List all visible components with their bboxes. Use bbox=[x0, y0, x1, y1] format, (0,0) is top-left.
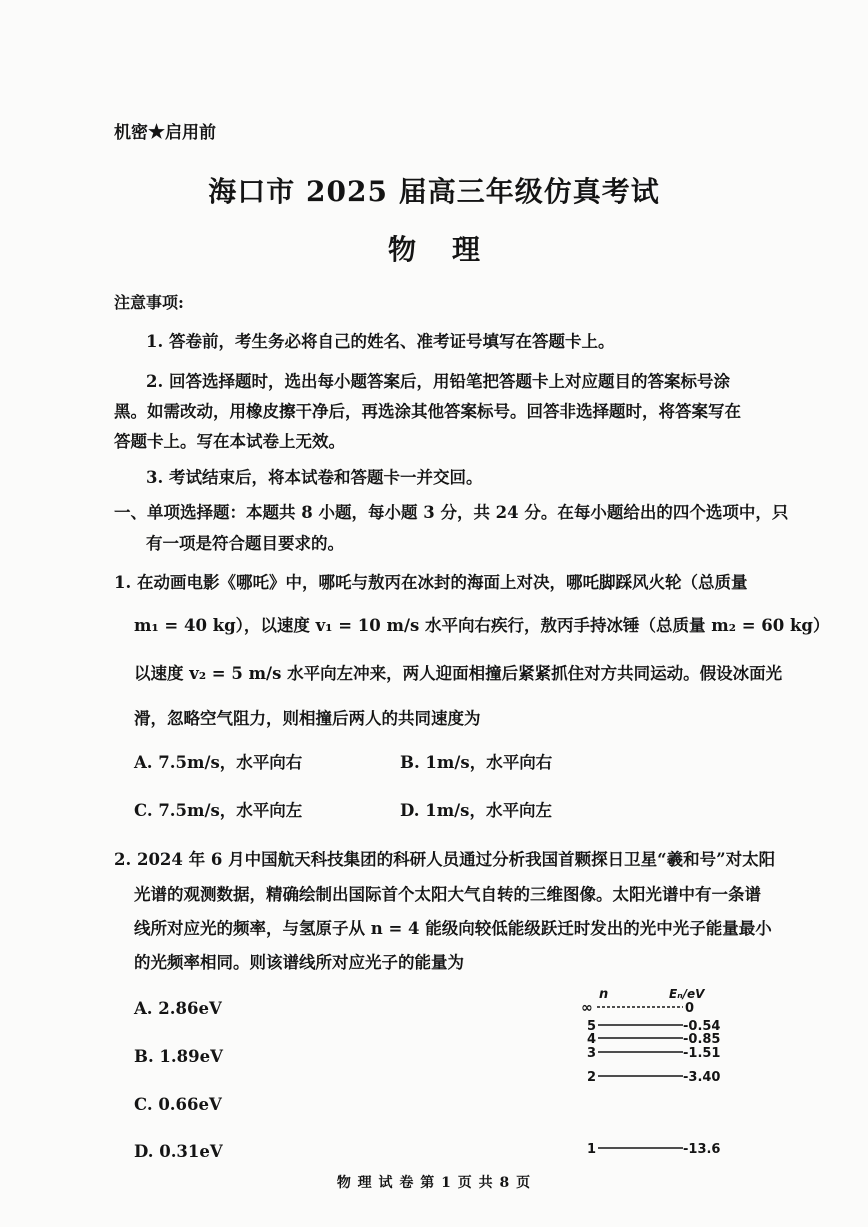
question-1-option-c: C. 7.5m/s，水平向左 bbox=[134, 801, 303, 820]
question-2-line-2: 光谱的观测数据，精确绘制出国际首个太阳大气自转的三维图像。太阳光谱中有一条谱 bbox=[134, 885, 761, 904]
notice-item-2-line-3: 答题卡上。写在本试卷上无效。 bbox=[114, 432, 345, 451]
diagram-energy-label: Eₙ/eV bbox=[669, 987, 705, 1001]
question-2-option-b: B. 1.89eV bbox=[134, 1047, 223, 1066]
confidential-suffix: 启用前 bbox=[165, 123, 217, 143]
notice-item-2-line-2: 黑。如需改动，用橡皮擦干净后，再选涂其他答案标号。回答非选择题时，将答案写在 bbox=[114, 402, 741, 421]
star-icon: ★ bbox=[148, 121, 166, 143]
level-4-n: 4 bbox=[587, 1032, 597, 1047]
confidential-text: 机密 bbox=[114, 123, 148, 143]
energy-level-diagram bbox=[565, 982, 735, 1162]
level-4-e: -0.85 bbox=[683, 1032, 721, 1047]
question-2-option-d: D. 0.31eV bbox=[134, 1142, 223, 1161]
subject-title bbox=[0, 228, 868, 268]
level-2-n: 2 bbox=[587, 1070, 597, 1085]
section-1-heading: 一、单项选择题：本题共 8 小题，每小题 3 分，共 24 分。在每小题给出的四个选项中，只 bbox=[114, 503, 789, 522]
level-inf-e: 0 bbox=[685, 1001, 695, 1016]
question-1-option-a: A. 7.5m/s，水平向右 bbox=[134, 753, 303, 772]
question-1-line-3: 以速度 v₂ = 5 m/s 水平向左冲来，两人迎面相撞后紧紧抓住对方共同运动。假设冰面光 bbox=[134, 664, 783, 683]
level-1-e: -13.6 bbox=[683, 1142, 721, 1157]
question-1-line-2: m₁ = 40 kg），以速度 v₁ = 10 m/s 水平向右疾行，敖丙手持冰锤（总质量 m₂ = 60 kg） bbox=[134, 616, 830, 635]
level-1-n: 1 bbox=[587, 1142, 597, 1157]
exam-title: 海口市 2025 届高三年级仿真考试 bbox=[208, 175, 660, 208]
notice-item-2-line-1: 2. 回答选择题时，选出每小题答案后，用铅笔把答题卡上对应题目的答案标号涂 bbox=[146, 372, 730, 391]
subject-char-2: 理 bbox=[452, 233, 481, 266]
question-1-line-4: 滑，忽略空气阻力，则相撞后两人的共同速度为 bbox=[134, 709, 481, 728]
subject-char-1: 物 bbox=[387, 233, 416, 266]
page-footer: 物 理 试 卷 第 1 页 共 8 页 bbox=[336, 1175, 532, 1191]
section-1-heading-cont: 有一项是符合题目要求的。 bbox=[146, 534, 344, 553]
notice-item-3: 3. 考试结束后，将本试卷和答题卡一并交回。 bbox=[146, 468, 483, 487]
level-2-e: -3.40 bbox=[683, 1070, 721, 1085]
notice-heading: 注意事项: bbox=[114, 293, 184, 312]
diagram-n-label: n bbox=[599, 987, 609, 1002]
confidential-mark bbox=[114, 118, 216, 143]
question-1-line-1: 1. 在动画电影《哪吒》中，哪吒与敖丙在冰封的海面上对决，哪吒脚踩风火轮（总质量 bbox=[114, 573, 748, 592]
notice-item-1: 1. 答卷前，考生务必将自己的姓名、准考证号填写在答题卡上。 bbox=[146, 332, 615, 351]
question-2-option-c: C. 0.66eV bbox=[134, 1095, 222, 1114]
question-2-line-3: 线所对应光的频率，与氢原子从 n = 4 能级向较低能级跃迁时发出的光中光子能量最小 bbox=[134, 919, 772, 938]
question-1-option-b: B. 1m/s，水平向右 bbox=[400, 753, 553, 772]
level-3-n: 3 bbox=[587, 1046, 597, 1061]
question-2-line-1: 2. 2024 年 6 月中国航天科技集团的科研人员通过分析我国首颗探日卫星“羲和号”对太阳 bbox=[114, 850, 776, 869]
level-3-e: -1.51 bbox=[683, 1046, 721, 1061]
level-5-e: -0.54 bbox=[683, 1019, 721, 1034]
level-5-n: 5 bbox=[587, 1019, 597, 1034]
level-inf-n: ∞ bbox=[581, 1000, 593, 1016]
question-2-line-4: 的光频率相同。则该谱线所对应光子的能量为 bbox=[134, 953, 464, 972]
question-1-option-d: D. 1m/s，水平向左 bbox=[400, 801, 552, 820]
question-2-option-a: A. 2.86eV bbox=[134, 999, 222, 1018]
